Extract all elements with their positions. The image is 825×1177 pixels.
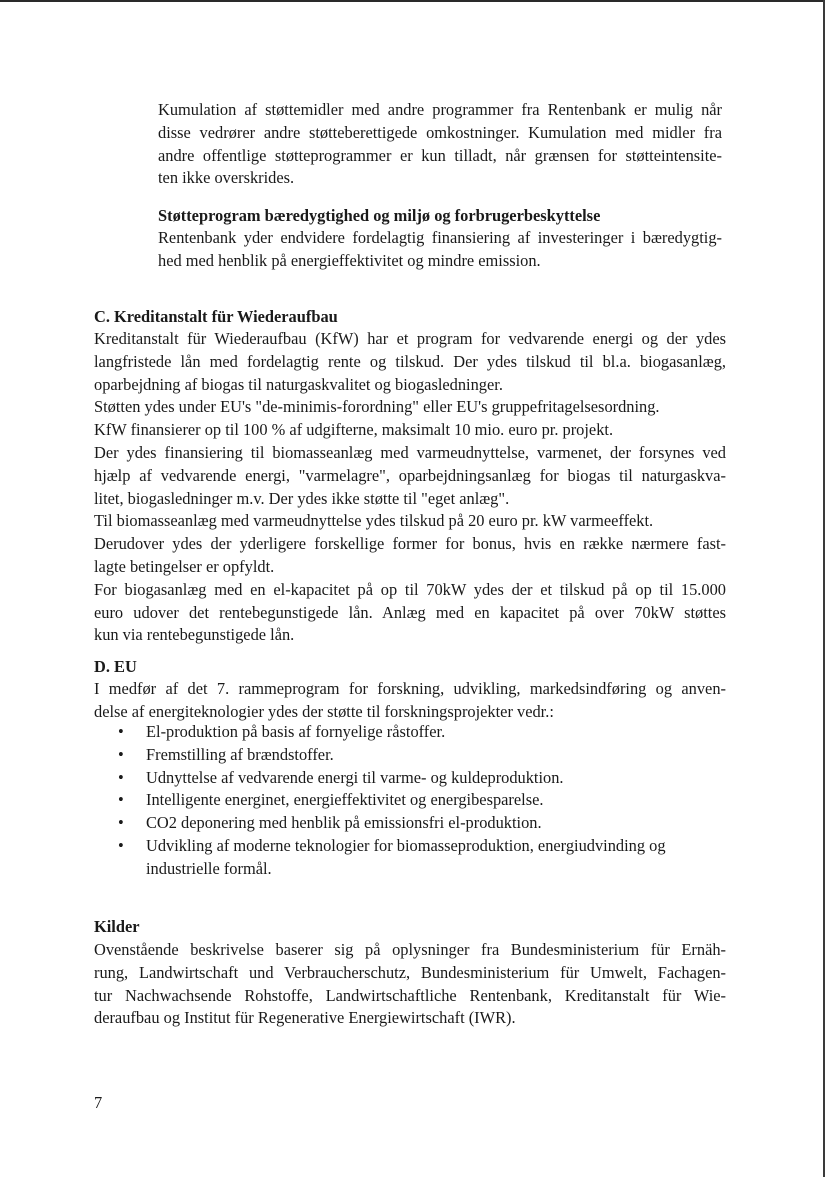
section-c-line: euro udover det rentebegunstigede lån. Anlæg med en kapacitet på over 70kW støttes — [94, 602, 726, 622]
section-c-paragraph — [94, 328, 726, 647]
bullet-icon: • — [118, 744, 124, 764]
program-line: hed med henblik på energieffektivitet og mindre emission. — [158, 250, 541, 270]
program-heading: Støtteprogram bæredygtighed og miljø og forbrugerbeskyttelse — [158, 206, 601, 225]
section-c-line: litet, biogasledninger m.v. Der ydes ikke støtte til "eget anlæg". — [94, 488, 510, 508]
list-item — [94, 835, 726, 881]
list-item-text: El-produktion på basis af fornyelige råstoffer. — [146, 722, 446, 741]
research-topics-list — [94, 721, 726, 881]
page-number: 7 — [94, 1093, 103, 1112]
intro-line: disse vedrører andre støtteberettigede omkostninger. Kumulation med midler fra — [158, 122, 722, 142]
section-c-line: kun via rentebegunstigede lån. — [94, 625, 295, 645]
list-item-text: Udvikling af moderne teknologier for biomasseproduktion, energiudvinding og industrielle formål. — [146, 835, 666, 878]
list-item — [94, 767, 726, 790]
intro-line: andre offentlige støtteprogrammer er kun tilladt, når grænsen for støtteintensite- — [158, 145, 722, 165]
bullet-icon: • — [118, 813, 124, 833]
list-item-text: Intelligente energinet, energieffektivitet og energibesparelse. — [146, 790, 544, 810]
section-c-line: Kreditanstalt für Wiederaufbau (KfW) har et program for vedvarende energi og der ydes — [94, 329, 726, 348]
section-d-heading: D. EU — [94, 657, 137, 676]
intro-line: ten ikke overskrides. — [158, 168, 295, 188]
section-c-line: Støtten ydes under EU's "de-minimis-forordning" eller EU's gruppefritagelsesordning. — [94, 397, 660, 417]
sources-line: tur Nachwachsende Rohstoffe, Landwirtschaftliche Rentenbank, Kreditanstalt für Wie- — [94, 985, 726, 1005]
section-d-intro — [94, 678, 726, 724]
list-item — [94, 789, 726, 812]
sources-line: deraufbau og Institut für Regenerative Energiewirtschaft (IWR). — [94, 1008, 516, 1028]
program-line: Rentenbank yder endvidere fordelagtig finansiering af investeringer i bæredygtig- — [158, 228, 722, 247]
sources-line: rung, Landwirtschaft und Verbraucherschutz, Bundesministerium für Umwelt, Fachagen- — [94, 962, 726, 982]
list-item — [94, 812, 726, 835]
section-c-line: oparbejdning af biogas til naturgaskvalitet og biogasledninger. — [94, 374, 503, 394]
list-item-text: CO2 deponering med henblik på emissionsfri el-produktion. — [146, 813, 542, 833]
bullet-icon: • — [118, 722, 124, 741]
list-item-text: Udnyttelse af vedvarende energi til varme- og kuldeproduktion. — [146, 767, 564, 787]
sources-paragraph — [94, 939, 726, 1030]
section-c-line: KfW finansierer op til 100 % af udgifterne, maksimalt 10 mio. euro pr. projekt. — [94, 420, 614, 440]
sources-heading: Kilder — [94, 917, 140, 936]
section-c-line: Derudover ydes der yderligere forskellige former for bonus, hvis en række nærmere fast- — [94, 534, 726, 554]
bullet-icon: • — [118, 835, 124, 855]
section-c-line: Til biomasseanlæg med varmeudnyttelse ydes tilskud på 20 euro pr. kW varmeeffekt. — [94, 511, 654, 531]
section-c-line: lagte betingelser er opfyldt. — [94, 556, 275, 576]
list-item — [94, 744, 726, 767]
section-c-line: langfristede lån med fordelagtig rente og tilskud. Der ydes tilskud til bl.a. biogasanlæg, — [94, 351, 726, 371]
section-c-line: For biogasanlæg med en el-kapacitet på op til 70kW ydes der et tilskud på op til 15.000 — [94, 579, 726, 599]
section-c-line: Der ydes finansiering til biomasseanlæg med varmeudnyttelse, varmenet, der forsynes ved — [94, 442, 726, 462]
sources-line: Ovenstående beskrivelse baserer sig på oplysninger fra Bundesministerium für Ernäh- — [94, 940, 726, 959]
section-c-line: hjælp af vedvarende energi, "varmelagre", oparbejdningsanlæg for biogas til naturgaskva- — [94, 465, 726, 485]
intro-paragraph — [158, 99, 722, 190]
program-paragraph — [158, 227, 722, 273]
section-d-line: I medfør af det 7. rammeprogram for forskning, udvikling, markedsindføring og anven- — [94, 679, 726, 698]
bullet-icon: • — [118, 767, 124, 787]
bullet-icon: • — [118, 790, 124, 810]
section-c-heading: C. Kreditanstalt für Wiederaufbau — [94, 307, 338, 326]
intro-line: Kumulation af støttemidler med andre programmer fra Rentenbank er mulig når — [158, 100, 722, 119]
list-item-text: Fremstilling af brændstoffer. — [146, 744, 334, 764]
list-item — [94, 721, 726, 744]
section-d-line: delse af energiteknologier ydes der støtte til forskningsprojekter vedr.: — [94, 701, 554, 721]
